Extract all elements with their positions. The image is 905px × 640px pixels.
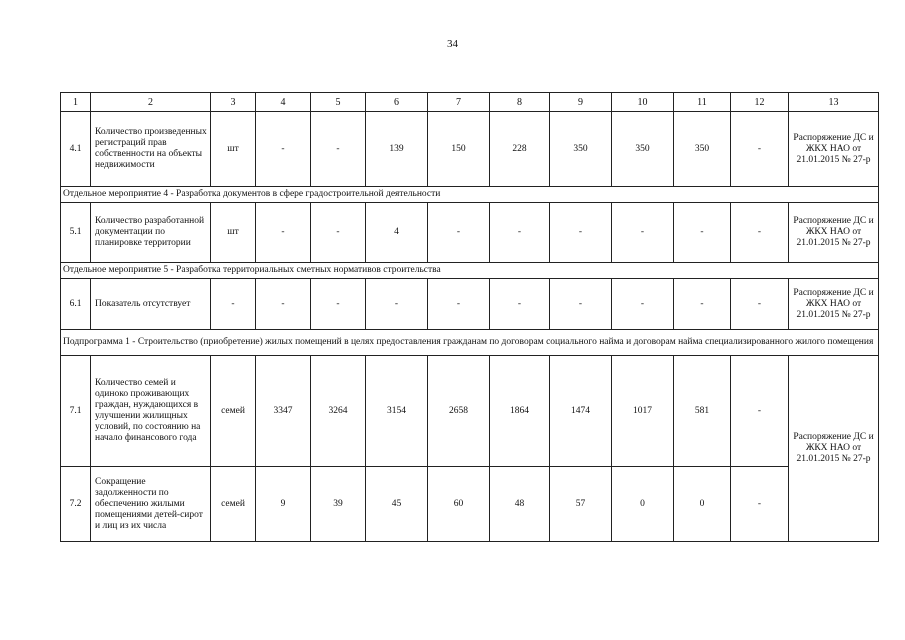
- value-cell: 150: [428, 112, 490, 187]
- value-cell: -: [256, 203, 311, 263]
- value-cell: -: [490, 279, 550, 330]
- value-cell: 0: [612, 467, 674, 542]
- row-number: 7.1: [61, 356, 91, 467]
- unit-cell: -: [211, 279, 256, 330]
- value-cell: -: [366, 279, 428, 330]
- unit-cell: семей: [211, 467, 256, 542]
- indicator-name: Количество семей и одиноко проживающих граждан, нуждающихся в улучшении жилищных условий, по состоянию на начало финансового года: [91, 356, 211, 467]
- indicator-name: Показатель отсутствует: [91, 279, 211, 330]
- value-cell: 9: [256, 467, 311, 542]
- indicators-table: [60, 92, 879, 542]
- source-cell: Распоряжение ДС и ЖКХ НАО от 21.01.2015 № 27-р: [789, 203, 879, 263]
- value-cell: 350: [550, 112, 612, 187]
- value-cell: 60: [428, 467, 490, 542]
- subprogram-row: [61, 330, 879, 356]
- value-cell: -: [311, 279, 366, 330]
- value-cell: -: [256, 112, 311, 187]
- value-cell: -: [550, 203, 612, 263]
- section-row: [61, 187, 879, 203]
- header-cell: 9: [550, 93, 612, 112]
- value-cell: -: [490, 203, 550, 263]
- header-cell: 8: [490, 93, 550, 112]
- value-cell: 350: [674, 112, 731, 187]
- value-cell: -: [428, 279, 490, 330]
- table-row: [61, 467, 879, 542]
- header-cell: 13: [789, 93, 879, 112]
- value-cell: 0: [674, 467, 731, 542]
- row-number: 5.1: [61, 203, 91, 263]
- value-cell: 1474: [550, 356, 612, 467]
- value-cell: 139: [366, 112, 428, 187]
- unit-cell: шт: [211, 112, 256, 187]
- indicator-name: Количество произведенных регистраций прав собственности на объекты недвижимости: [91, 112, 211, 187]
- value-cell: 57: [550, 467, 612, 542]
- unit-cell: семей: [211, 356, 256, 467]
- header-cell: 7: [428, 93, 490, 112]
- value-cell: -: [612, 203, 674, 263]
- value-cell: -: [731, 279, 789, 330]
- value-cell: -: [311, 203, 366, 263]
- source-cell: Распоряжение ДС и ЖКХ НАО от 21.01.2015 № 27-р: [789, 356, 879, 542]
- value-cell: 581: [674, 356, 731, 467]
- value-cell: 39: [311, 467, 366, 542]
- page-number: 34: [447, 38, 458, 50]
- table-row: [61, 279, 879, 330]
- value-cell: -: [731, 112, 789, 187]
- header-cell: 11: [674, 93, 731, 112]
- header-cell: 4: [256, 93, 311, 112]
- value-cell: -: [674, 279, 731, 330]
- header-cell: 10: [612, 93, 674, 112]
- header-cell: 2: [91, 93, 211, 112]
- value-cell: -: [731, 356, 789, 467]
- row-number: 6.1: [61, 279, 91, 330]
- value-cell: 3347: [256, 356, 311, 467]
- value-cell: 1017: [612, 356, 674, 467]
- header-cell: 12: [731, 93, 789, 112]
- value-cell: -: [674, 203, 731, 263]
- section-title: Отдельное мероприятие 4 - Разработка документов в сфере градостроительной деятельности: [61, 187, 879, 203]
- table-header-row: [61, 93, 879, 112]
- value-cell: -: [731, 467, 789, 542]
- row-number: 4.1: [61, 112, 91, 187]
- indicator-name: Сокращение задолженности по обеспечению жилыми помещениями детей-сирот и лиц из их числа: [91, 467, 211, 542]
- value-cell: -: [550, 279, 612, 330]
- section-title: Отдельное мероприятие 5 - Разработка территориальных сметных нормативов строительства: [61, 263, 879, 279]
- unit-cell: шт: [211, 203, 256, 263]
- value-cell: 2658: [428, 356, 490, 467]
- table-row: [61, 112, 879, 187]
- value-cell: 45: [366, 467, 428, 542]
- value-cell: -: [256, 279, 311, 330]
- indicator-name: Количество разработанной документации по планировке территории: [91, 203, 211, 263]
- value-cell: 228: [490, 112, 550, 187]
- value-cell: -: [428, 203, 490, 263]
- header-cell: 3: [211, 93, 256, 112]
- value-cell: 4: [366, 203, 428, 263]
- header-cell: 1: [61, 93, 91, 112]
- value-cell: 3264: [311, 356, 366, 467]
- section-row: [61, 263, 879, 279]
- header-cell: 5: [311, 93, 366, 112]
- value-cell: -: [311, 112, 366, 187]
- value-cell: 1864: [490, 356, 550, 467]
- table-row: [61, 203, 879, 263]
- table-row: [61, 356, 879, 467]
- value-cell: -: [612, 279, 674, 330]
- value-cell: -: [731, 203, 789, 263]
- value-cell: 350: [612, 112, 674, 187]
- row-number: 7.2: [61, 467, 91, 542]
- value-cell: 3154: [366, 356, 428, 467]
- source-cell: Распоряжение ДС и ЖКХ НАО от 21.01.2015 № 27-р: [789, 112, 879, 187]
- subprogram-title: Подпрограмма 1 - Строительство (приобретение) жилых помещений в целях предоставления гражданам по договорам социального найма и договорам найма специализированного жилого помещения: [61, 330, 879, 356]
- source-cell: Распоряжение ДС и ЖКХ НАО от 21.01.2015 № 27-р: [789, 279, 879, 330]
- value-cell: 48: [490, 467, 550, 542]
- header-cell: 6: [366, 93, 428, 112]
